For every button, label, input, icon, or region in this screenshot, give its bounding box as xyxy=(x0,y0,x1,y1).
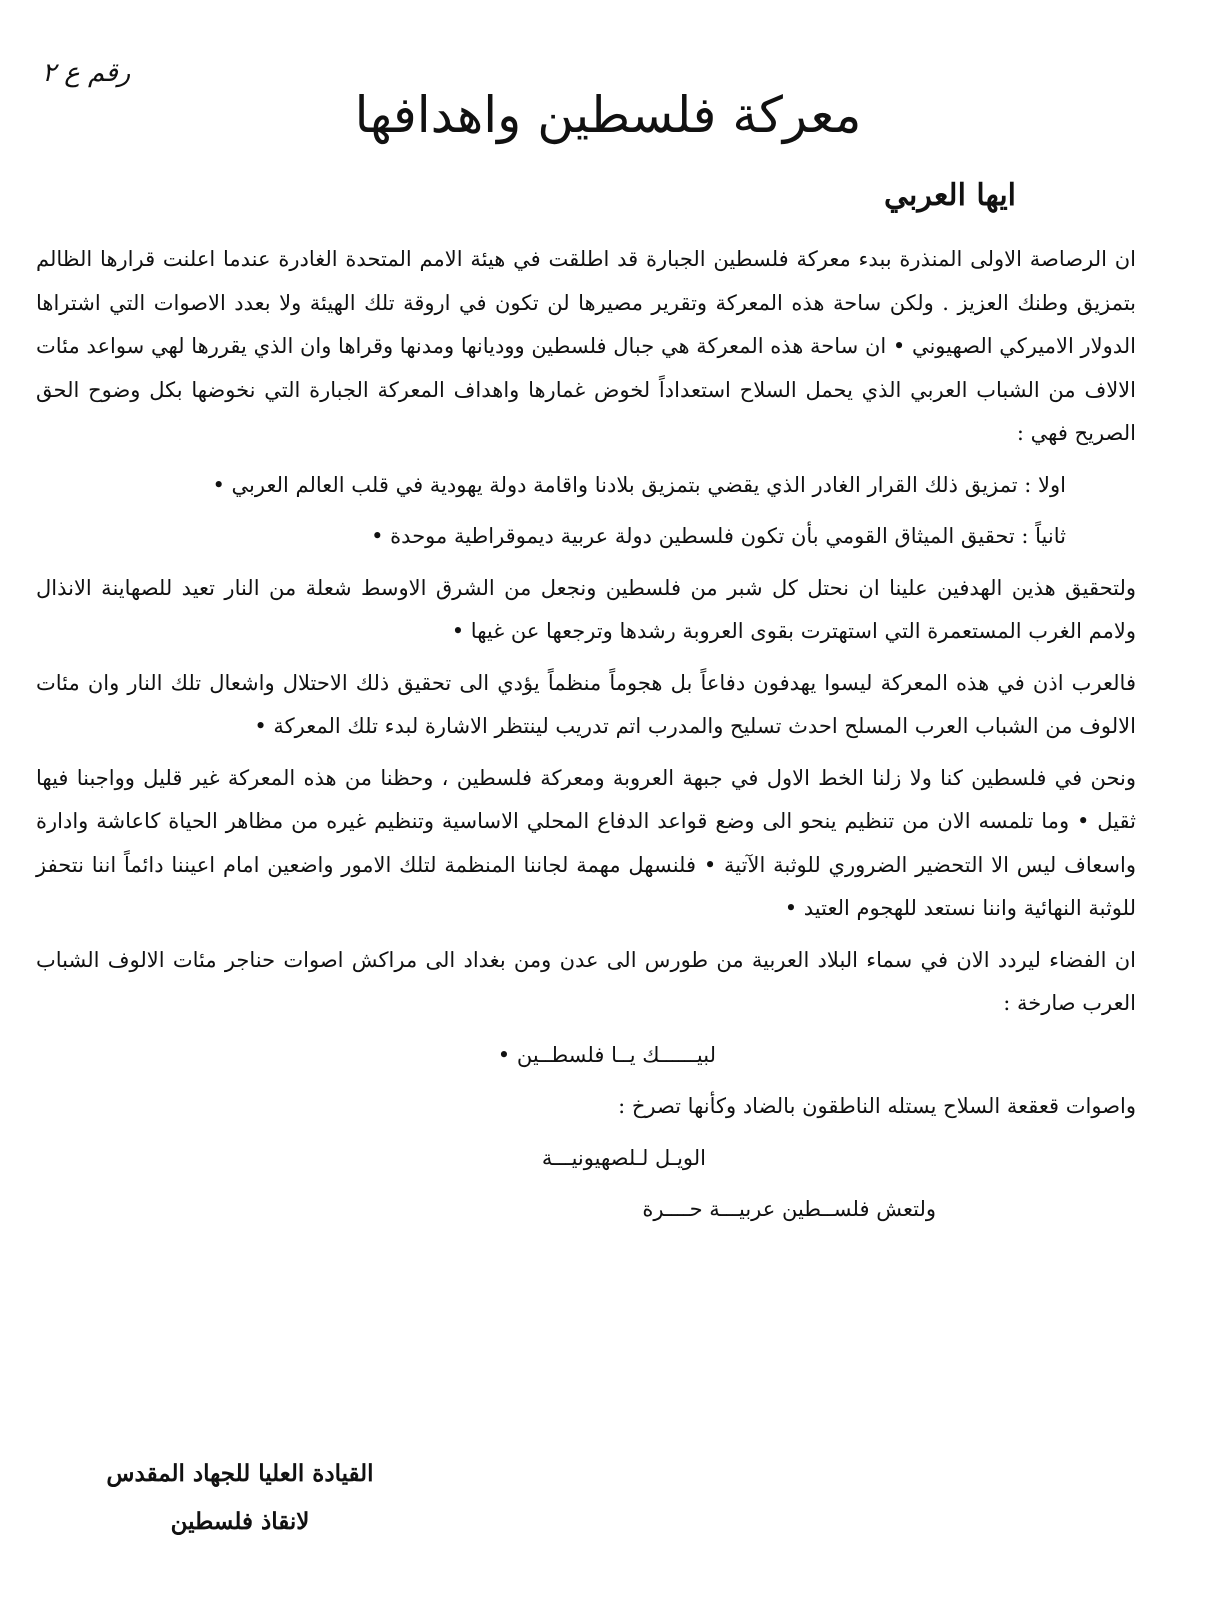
cry-woe: الويـل لـلصهيونيـــة xyxy=(541,1145,706,1170)
paragraph-3: فالعرب اذن في هذه المعركة ليسوا يهدفون دفاعاً بل هجوماً منظماً يؤدي الى تحقيق ذلك الاحتلال واشعال تلك النار وان مئات الالوف من الشباب العرب المسلح احدث تسليح والمدرب اتم تدريب لينتظر الاشارة لبدء تلك المعركة • xyxy=(36,670,1136,738)
goal-item-1: اولا : تمزيق ذلك القرار الغادر الذي يقضي بتمزيق بلادنا واقامة دولة يهودية في قلب العالم العربي • xyxy=(212,472,1066,497)
goal-item-2: ثانياً : تحقيق الميثاق القومي بأن تكون فلسطين دولة عربية ديموقراطية موحدة • xyxy=(371,524,1066,548)
document-body xyxy=(36,238,1136,1240)
signature-line-2: لانقاذ فلسطين xyxy=(170,1508,310,1535)
signature-block xyxy=(80,1450,400,1546)
paragraph-6: واصوات قعقعة السلاح يستله الناطقون بالضاد وكأنها تصرخ : xyxy=(618,1094,1136,1118)
paragraph-1: ان الرصاصة الاولى المنذرة ببدء معركة فلسطين الجبارة قد اطلقت في هيئة الامم المتحدة الغادرة عندما اعلنت قرارها الظالم بتمزيق وطنك العزيز . ولكن ساحة هذه المعركة وتقرير مصيرها لن تكون في اروقة تلك الهيئة ولا بعدد الاصوات التي اشتراها الدولار الاميركي الصهيوني • ان ساحة هذه المعركة هي جبال فلسطين ووديانها ومدنها وقراها وان الذي يقررها لهي سواعد مئات الالاف من الشباب العربي الذي يحمل السلاح استعداداً لخوض غمارها واهداف المعركة الجبارة التي نخوضها بكل وضوح الحق الصريح فهي : xyxy=(36,247,1136,445)
cry-long-live: ولتعش فلســطين عربيـــة حــــرة xyxy=(642,1197,936,1221)
paragraph-5: ان الفضاء ليردد الان في سماء البلاد العربية من طورس الى عدن ومن بغداد الى مراكش اصوات حناجر مئات الالوف الشباب العرب صارخة : xyxy=(36,947,1136,1015)
cry-labbayk: لبيــــــك يــا فلسطــين • xyxy=(497,1042,716,1067)
signature-line-1: القيادة العليا للجهاد المقدس xyxy=(106,1460,374,1487)
page-title: معركة فلسطين واهدافها xyxy=(354,86,862,144)
salutation: ايها العربي xyxy=(884,178,1016,213)
reference-number: رقم ع ٢ xyxy=(42,58,131,88)
paragraph-2: ولتحقيق هذين الهدفين علينا ان نحتل كل شبر من فلسطين ونجعل من الشرق الاوسط شعلة من النار تعيد للصهاينة الانذال ولامم الغرب المستعمرة التي استهترت بقوى العروبة رشدها وترجعها عن غيها • xyxy=(36,575,1136,643)
paragraph-4: ونحن في فلسطين كنا ولا زلنا الخط الاول في جبهة العروبة ومعركة فلسطين ، وحظنا من هذه المعركة غير قليل وواجبنا فيها ثقيل • وما تلمسه الان من تنظيم ينحو الى وضع قواعد الدفاع المحلي الاساسية وتنظيم غيره من مظاهر الحياة كاعاشة وادارة واسعاف ليس الا التحضير الضروري للوثبة الآتية • فلنسهل مهمة لجاننا المنظمة لتلك الامور واضعين امام اعيننا دائماً اننا نتحفز للوثبة النهائية واننا نستعد للهجوم العتيد • xyxy=(36,765,1136,920)
